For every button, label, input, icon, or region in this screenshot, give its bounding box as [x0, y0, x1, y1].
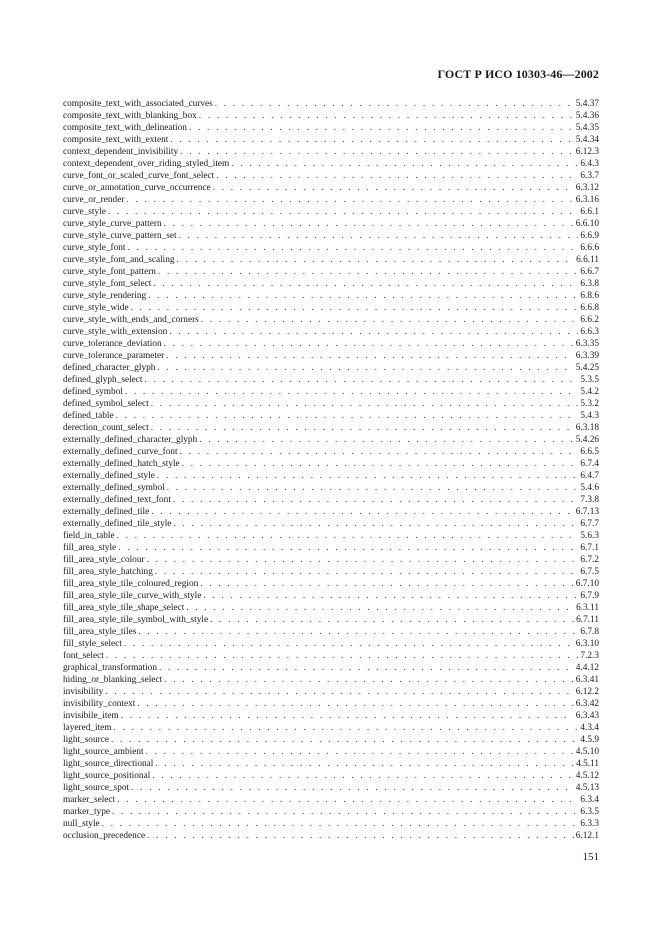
index-entry — [63, 146, 599, 158]
dot-leader — [146, 746, 574, 758]
dot-leader — [151, 398, 579, 410]
index-term: derection_count_select — [63, 423, 149, 433]
index-reference: 4.3.4 — [580, 723, 599, 733]
index-term: curve_or_render — [63, 195, 125, 205]
index-term: curve_style_curve_pattern_set — [63, 231, 177, 241]
index-term: context_dependent_invisibility — [63, 147, 179, 157]
index-reference: 5.4.36 — [575, 111, 599, 121]
index-reference: 5.4.37 — [575, 99, 599, 109]
dot-leader — [159, 662, 574, 674]
index-reference: 6.7.8 — [580, 627, 599, 637]
dot-leader — [158, 266, 578, 278]
index-entry — [63, 542, 599, 554]
index-reference: 6.3.35 — [575, 339, 599, 349]
index-entry — [63, 182, 599, 194]
index-entry — [63, 626, 599, 638]
index-term: fill_style_select — [63, 639, 122, 649]
dot-leader — [145, 374, 579, 386]
index-reference: 4.5.11 — [576, 759, 599, 769]
index-term: fill_area_style_colour — [63, 555, 145, 565]
dot-leader — [216, 170, 578, 182]
index-term: defined_symbol_select — [63, 399, 149, 409]
index-reference: 5.4.34 — [575, 135, 599, 145]
dot-leader — [106, 650, 579, 662]
index-reference: 6.6.11 — [576, 255, 599, 265]
index-entry — [63, 746, 599, 758]
index-term: fill_area_style_hatching — [63, 567, 153, 577]
index-entry — [63, 170, 599, 182]
index-term: font_select — [63, 651, 104, 661]
index-list — [63, 98, 599, 842]
dot-leader — [180, 146, 574, 158]
index-term: field_in_table — [63, 531, 115, 541]
index-entry — [63, 134, 599, 146]
index-entry — [63, 374, 599, 386]
index-entry — [63, 674, 599, 686]
index-term: curve_style_font_select — [63, 279, 152, 289]
index-reference: 6.3.42 — [575, 699, 599, 709]
index-reference: 4.5.13 — [575, 783, 599, 793]
index-term: occlusion_precedence — [63, 831, 146, 841]
dot-leader — [124, 638, 574, 650]
dot-leader — [105, 686, 573, 698]
index-reference: 6.6.8 — [580, 303, 599, 313]
document-header: ГОСТ Р ИСО 10303-46—2002 — [437, 67, 599, 81]
dot-leader — [111, 734, 578, 746]
dot-leader — [127, 242, 578, 254]
index-reference: 6.6.10 — [575, 219, 599, 229]
dot-leader — [189, 122, 574, 134]
index-entry — [63, 470, 599, 482]
dot-leader — [170, 134, 573, 146]
index-entry — [63, 110, 599, 122]
index-reference: 6.7.9 — [580, 591, 599, 601]
index-term: curve_style_with_ends_and_corners — [63, 315, 199, 325]
dot-leader — [169, 326, 578, 338]
dot-leader — [210, 614, 574, 626]
index-entry — [63, 686, 599, 698]
index-term: context_dependent_over_riding_styled_item — [63, 159, 230, 169]
index-entry — [63, 482, 599, 494]
index-reference: 6.7.7 — [580, 519, 599, 529]
page-number: 151 — [582, 851, 599, 863]
index-entry — [63, 434, 599, 446]
dot-leader — [213, 182, 574, 194]
dot-leader — [148, 290, 578, 302]
index-entry — [63, 710, 599, 722]
index-term: light_source_spot — [63, 783, 130, 793]
index-entry — [63, 530, 599, 542]
dot-leader — [173, 518, 578, 530]
dot-leader — [138, 626, 578, 638]
index-term: marker_type — [63, 807, 110, 817]
dot-leader — [166, 350, 574, 362]
dot-leader — [164, 338, 574, 350]
dot-leader — [125, 386, 579, 398]
dot-leader — [167, 482, 579, 494]
index-reference: 6.6.6 — [580, 243, 599, 253]
index-term: light_source_directional — [63, 759, 154, 769]
dot-leader — [102, 818, 579, 830]
index-entry — [63, 410, 599, 422]
dot-leader — [108, 206, 579, 218]
index-term: light_source — [63, 735, 109, 745]
dot-leader — [114, 722, 579, 734]
index-term: light_source_ambient — [63, 747, 144, 757]
index-entry — [63, 590, 599, 602]
index-term: marker_select — [63, 795, 116, 805]
index-entry — [63, 722, 599, 734]
index-reference: 6.3.18 — [575, 423, 599, 433]
index-term: composite_text_with_extent — [63, 135, 169, 145]
dot-leader — [186, 602, 574, 614]
dot-leader — [201, 314, 579, 326]
dot-leader — [112, 806, 578, 818]
index-entry — [63, 254, 599, 266]
index-term: curve_style_font_pattern — [63, 267, 156, 277]
index-reference: 6.3.41 — [575, 675, 599, 685]
dot-leader — [152, 770, 573, 782]
index-reference: 5.4.25 — [575, 363, 599, 373]
index-entry — [63, 818, 599, 830]
index-term: externally_defined_tile — [63, 507, 150, 517]
index-term: curve_style_with_extension — [63, 327, 168, 337]
dot-leader — [151, 422, 574, 434]
index-entry — [63, 782, 599, 794]
index-reference: 6.7.2 — [580, 555, 599, 565]
index-term: curve_style_rendering — [63, 291, 147, 301]
index-reference: 4.5.10 — [575, 747, 599, 757]
index-entry — [63, 194, 599, 206]
index-entry — [63, 338, 599, 350]
index-reference: 6.4.7 — [580, 471, 599, 481]
index-entry — [63, 158, 599, 170]
index-reference: 6.7.1 — [580, 543, 599, 553]
index-term: curve_or_annotation_curve_occurrence — [63, 183, 211, 193]
index-term: externally_defined_text_font — [63, 495, 171, 505]
index-entry — [63, 650, 599, 662]
index-reference: 5.4.35 — [575, 123, 599, 133]
index-entry — [63, 98, 599, 110]
index-reference: 5.6.3 — [580, 531, 599, 541]
dot-leader — [155, 566, 579, 578]
index-reference: 4.5.12 — [575, 771, 599, 781]
index-entry — [63, 302, 599, 314]
index-term: externally_defined_curve_font — [63, 447, 178, 457]
index-term: hiding_or_blanking_select — [63, 675, 163, 685]
index-reference: 6.6.3 — [580, 327, 599, 337]
index-term: curve_style_wide — [63, 303, 129, 313]
index-term: defined_glyph_select — [63, 375, 143, 385]
index-entry — [63, 794, 599, 806]
dot-leader — [117, 794, 578, 806]
dot-leader — [180, 446, 579, 458]
dot-leader — [199, 434, 574, 446]
index-entry — [63, 422, 599, 434]
index-reference: 6.3.8 — [580, 279, 599, 289]
index-reference: 5.3.2 — [580, 399, 599, 409]
index-entry — [63, 446, 599, 458]
index-reference: 4.5.9 — [580, 735, 599, 745]
index-term: composite_text_with_delineation — [63, 123, 187, 133]
index-reference: 5.4.3 — [580, 411, 599, 421]
index-term: curve_style_curve_pattern — [63, 219, 162, 229]
index-entry — [63, 458, 599, 470]
index-reference: 6.3.43 — [575, 711, 599, 721]
index-entry — [63, 290, 599, 302]
index-reference: 6.3.3 — [580, 819, 599, 829]
dot-leader — [173, 494, 578, 506]
dot-leader — [177, 254, 575, 266]
dot-leader — [131, 782, 574, 794]
index-term: layered_item — [63, 723, 112, 733]
index-entry — [63, 734, 599, 746]
index-reference: 4.4.12 — [575, 663, 599, 673]
index-term: externally_defined_character_glyph — [63, 435, 198, 445]
dot-leader — [131, 302, 579, 314]
dot-leader — [157, 470, 579, 482]
index-reference: 6.12.1 — [575, 831, 599, 841]
index-entry — [63, 398, 599, 410]
index-term: fill_area_style_tiles — [63, 627, 137, 637]
index-term: curve_tolerance_parameter — [63, 351, 165, 361]
index-entry — [63, 362, 599, 374]
dot-leader — [164, 674, 574, 686]
index-reference: 6.6.9 — [580, 231, 599, 241]
index-entry — [63, 662, 599, 674]
dot-leader — [137, 698, 573, 710]
index-entry — [63, 566, 599, 578]
index-reference: 5.4.6 — [580, 483, 599, 493]
index-entry — [63, 698, 599, 710]
index-entry — [63, 230, 599, 242]
dot-leader — [182, 458, 579, 470]
index-term: composite_text_with_blanking_box — [63, 111, 197, 121]
index-term: curve_style_font_and_scaling — [63, 255, 175, 265]
index-term: externally_defined_style — [63, 471, 155, 481]
index-reference: 6.3.10 — [575, 639, 599, 649]
dot-leader — [153, 278, 578, 290]
index-term: externally_defined_symbol — [63, 483, 165, 493]
dot-leader — [155, 758, 574, 770]
index-entry — [63, 770, 599, 782]
index-term: fill_area_style_tile_shape_select — [63, 603, 185, 613]
index-reference: 6.3.39 — [575, 351, 599, 361]
index-term: externally_defined_tile_style — [63, 519, 172, 529]
index-reference: 6.6.7 — [580, 267, 599, 277]
index-reference: 6.8.6 — [580, 291, 599, 301]
index-entry — [63, 206, 599, 218]
dot-leader — [147, 830, 574, 842]
index-term: invisibile_item — [63, 711, 119, 721]
index-reference: 6.7.5 — [580, 567, 599, 577]
dot-leader — [121, 710, 574, 722]
dot-leader — [215, 98, 574, 110]
index-reference: 6.3.4 — [580, 795, 599, 805]
index-entry — [63, 602, 599, 614]
index-term: defined_table — [63, 411, 114, 421]
index-reference: 5.4.2 — [580, 387, 599, 397]
index-term: defined_character_glyph — [63, 363, 156, 373]
index-term: graphical_transformation — [63, 663, 157, 673]
dot-leader — [151, 506, 574, 518]
index-reference: 6.6.2 — [580, 315, 599, 325]
dot-leader — [179, 230, 579, 242]
index-entry — [63, 638, 599, 650]
index-term: curve_style_font — [63, 243, 126, 253]
index-entry — [63, 350, 599, 362]
index-term: fill_area_style_tile_curve_with_style — [63, 591, 202, 601]
index-term: externally_defined_hatch_style — [63, 459, 180, 469]
index-entry — [63, 242, 599, 254]
index-entry — [63, 554, 599, 566]
index-term: light_source_positional — [63, 771, 151, 781]
dot-leader — [164, 218, 574, 230]
index-entry — [63, 314, 599, 326]
index-reference: 7.3.8 — [580, 495, 599, 505]
dot-leader — [117, 530, 579, 542]
index-entry — [63, 578, 599, 590]
dot-leader — [231, 158, 578, 170]
index-term: fill_area_style_tile_coloured_region — [63, 579, 199, 589]
index-term: fill_area_style_tile_symbol_with_style — [63, 615, 209, 625]
dot-leader — [157, 362, 573, 374]
dot-leader — [147, 554, 579, 566]
dot-leader — [199, 110, 574, 122]
index-entry — [63, 278, 599, 290]
index-entry — [63, 122, 599, 134]
dot-leader — [118, 542, 578, 554]
index-term: curve_style — [63, 207, 106, 217]
index-reference: 6.4.3 — [580, 159, 599, 169]
index-term: defined_symbol — [63, 387, 123, 397]
dot-leader — [126, 194, 573, 206]
index-reference: 6.3.7 — [580, 171, 599, 181]
index-entry — [63, 614, 599, 626]
index-reference: 6.3.16 — [575, 195, 599, 205]
index-term: null_style — [63, 819, 100, 829]
index-entry — [63, 386, 599, 398]
index-term: curve_font_or_scaled_curve_font_select — [63, 171, 215, 181]
index-reference: 6.3.11 — [576, 603, 599, 613]
index-reference: 6.6.5 — [580, 447, 599, 457]
index-reference: 6.7.11 — [576, 615, 599, 625]
dot-leader — [200, 578, 573, 590]
index-entry — [63, 494, 599, 506]
index-reference: 6.6.1 — [580, 207, 599, 217]
index-reference: 5.3.5 — [580, 375, 599, 385]
index-entry — [63, 806, 599, 818]
index-term: curve_tolerance_deviation — [63, 339, 162, 349]
index-reference: 6.3.5 — [580, 807, 599, 817]
dot-leader — [203, 590, 578, 602]
index-reference: 6.7.13 — [575, 507, 599, 517]
index-reference: 7.2.3 — [580, 651, 599, 661]
index-entry — [63, 830, 599, 842]
index-entry — [63, 326, 599, 338]
index-entry — [63, 506, 599, 518]
index-reference: 6.3.12 — [575, 183, 599, 193]
index-entry — [63, 266, 599, 278]
index-reference: 6.12.2 — [575, 687, 599, 697]
index-entry — [63, 518, 599, 530]
dot-leader — [116, 410, 579, 422]
index-reference: 6.7.10 — [575, 579, 599, 589]
index-term: invisibility — [63, 687, 104, 697]
index-entry — [63, 758, 599, 770]
index-term: fill_area_style — [63, 543, 117, 553]
index-term: composite_text_with_associated_curves — [63, 99, 213, 109]
index-entry — [63, 218, 599, 230]
index-reference: 5.4.26 — [575, 435, 599, 445]
index-term: invisibility_context — [63, 699, 136, 709]
index-reference: 6.7.4 — [580, 459, 599, 469]
index-reference: 6.12.3 — [575, 147, 599, 157]
